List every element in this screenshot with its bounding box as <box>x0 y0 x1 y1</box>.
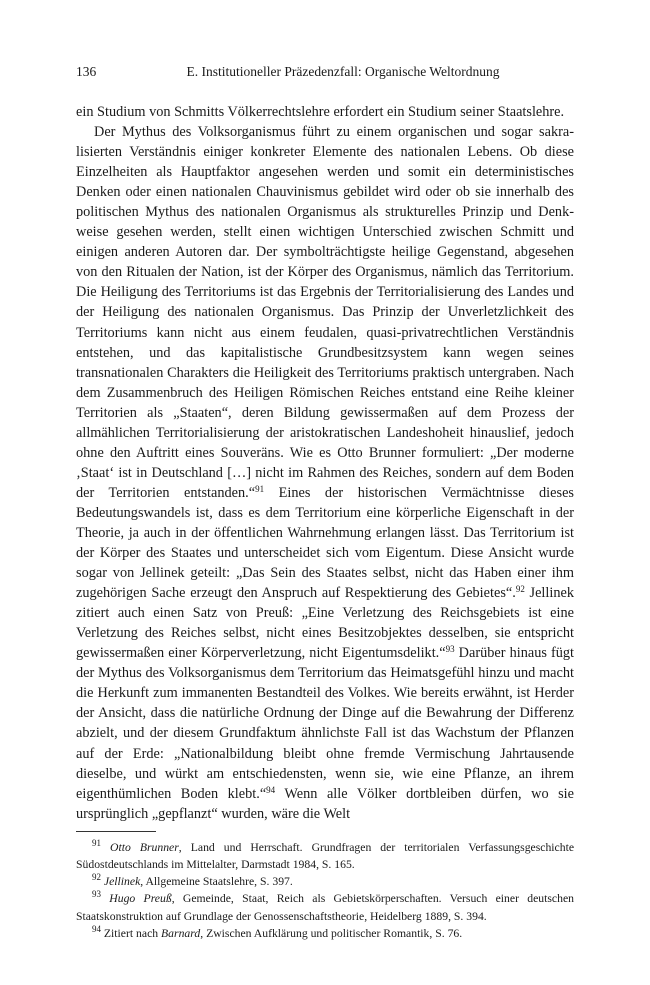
footnote-93 <box>76 890 574 924</box>
footnote-author: Jellinek <box>103 875 141 889</box>
footnote-text: , Allgemeine Staatslehre, S. 397. <box>140 875 293 889</box>
page-number: 136 <box>76 64 97 79</box>
footnote-text: , Land und Herrschaft. Grundfragen der territorialen Verfassungsgeschichte Südostdeutschlands im Mittelalter, Darmstadt 1984, S. 165. <box>76 840 575 871</box>
footnotes <box>76 839 574 942</box>
footnote-ref-91: 91 <box>255 483 265 494</box>
footnote-text: , Gemeinde, Staat, Reich als Gebietskörperschaften. Versuch einer deutschen Staatskonstruktion auf Grundlage der Genossenschaftstheorie, Heidelberg 1889, S. 394. <box>76 892 574 923</box>
footnote-91 <box>76 839 574 873</box>
footnote-ref-93: 93 <box>445 644 455 655</box>
text-run: Jellinek zitiert auch einen Satz von Preuß: „Eine Verletzung des Reichsgebiets ist eine Verletzung des Reiches selbst, nicht eines Besitzobjektes desselben, sie entspricht gewissermaßen einer Körperverletzung, nicht Eigentumsdelikt.“ <box>76 585 574 662</box>
footnote-text: , Zwischen Aufklärung und politischer Romantik, S. 76. <box>200 926 463 940</box>
footnote-author: Otto Brunner <box>110 840 179 854</box>
body-text <box>76 102 574 824</box>
footnote-94 <box>76 925 574 942</box>
footnote-number: 92 <box>92 872 101 883</box>
footnote-prefix: Zitiert nach <box>103 926 162 940</box>
footnote-number: 93 <box>92 889 101 900</box>
text-run: Wenn alle Völker dortbleiben dürfen, wo sie ursprünglich „gepflanzt“ wurden, wäre die Welt <box>76 785 575 822</box>
running-header <box>76 64 574 84</box>
footnote-number: 94 <box>92 923 101 934</box>
paragraph-main <box>76 122 574 824</box>
footnote-number: 91 <box>92 837 101 848</box>
paragraph-continuation: ein Studium von Schmitts Völkerrechtslehre erfordert ein Studium seiner Staatslehre. <box>76 104 565 120</box>
book-page <box>76 64 574 942</box>
footnote-ref-94: 94 <box>266 784 276 795</box>
footnote-separator <box>76 831 156 832</box>
footnote-author: Barnard <box>161 926 201 940</box>
footnote-92 <box>76 873 574 890</box>
text-run: Der Mythus des Volksorganismus führt zu einem organischen und sogar sakralisierten Verständnis einiger konkreter Elemente des nationalen Lebens. Ob diese Einzelheiten als Hauptfaktor angesehen werden und somit ein deterministisches Denken oder einen nationalen Chauvinismus gebildet wird oder ob sie innerhalb des politischen Mythus des nationalen Organismus als strukturelles Prinzip und Denkweise gesehen werden, stellt einen wichtigen Unterschied zwischen Schmitt und einigen anderen Autoren dar. Der symbolträchtigste heilige Gegenstand, abgesehen von den Ritualen der Nation, ist der Körper des Organismus, nämlich das Territorium. Die Heiligung des Territoriums ist das Ergebnis der Territorialisierung des Landes und der Heiligung des nationalen Organismus. Das Prinzip der Unverletzlichkeit des Territoriums kann nicht aus einem feudalen, quasi-privatrechtlichen Verständnis entstehen, und das kapitalistische Grundbesitzsystem kann wegen seines transnationalen Charakters die Heiligkeit des Territoriums praktisch untergraben. Nach dem Zusammenbruch des Heiligen Römischen Reiches entstand eine Reihe kleiner Territorien als „Staaten“, deren Bildung gewissermaßen auf dem Prozess der allmählichen Territorialisierung der aristokratischen Landeshoheit hinauslief, jedoch ohne den Auftritt eines Souveräns. Wie es Otto Brunner formuliert: „Der moderne ‚Staat‘ ist in Deutschland […] nicht im Rahmen des Reiches, sondern auf dem Boden der Territorien entstanden.“ <box>76 124 574 501</box>
footnote-ref-92: 92 <box>515 584 525 595</box>
footnote-author: Hugo Preuß <box>109 892 172 906</box>
text-run: Eines der historischen Vermächtnisse dieses Bedeutungswandels ist, dass es dem Territorium eine körperliche Eigenschaft in der Theorie, ja auch in der öffentlichen Wahrnehmung erlangen lässt. Das Territorium ist der Körper des Staates und unterscheidet sich vom Eigentum. Diese Ansicht wurde sogar von Jellinek geteilt: „Das Sein des Staates selbst, nicht das Haben einer ihm zugehörigen Sache erzeugt den Anspruch auf Respektierung des Gebietes“. <box>76 484 574 602</box>
running-title: E. Institutioneller Präzedenzfall: Organische Weltordnung <box>186 64 500 79</box>
text-run: Darüber hinaus fügt der Mythus des Volksorganismus dem Territorium das Heimatsgefühl hinzu und macht die Herkunft zum immanenten Bestandteil des Volkes. Wie bereits erwähnt, ist Herder der Ansicht, dass die natürliche Ordnung der Dinge auf die Bewahrung der Differenz abzielt, und der diesem Grundfaktum ähnlichste Fall ist das Wachstum der Pflanzen auf der Erde: „Nationalbildung bleibt ohne fremde Vermischung Jahrtausende dieselbe, und würkt am entschiedensten, wenn sie, wie eine Pflanze, an ihrem eigenthümlichen Boden klebt.“ <box>76 645 575 802</box>
